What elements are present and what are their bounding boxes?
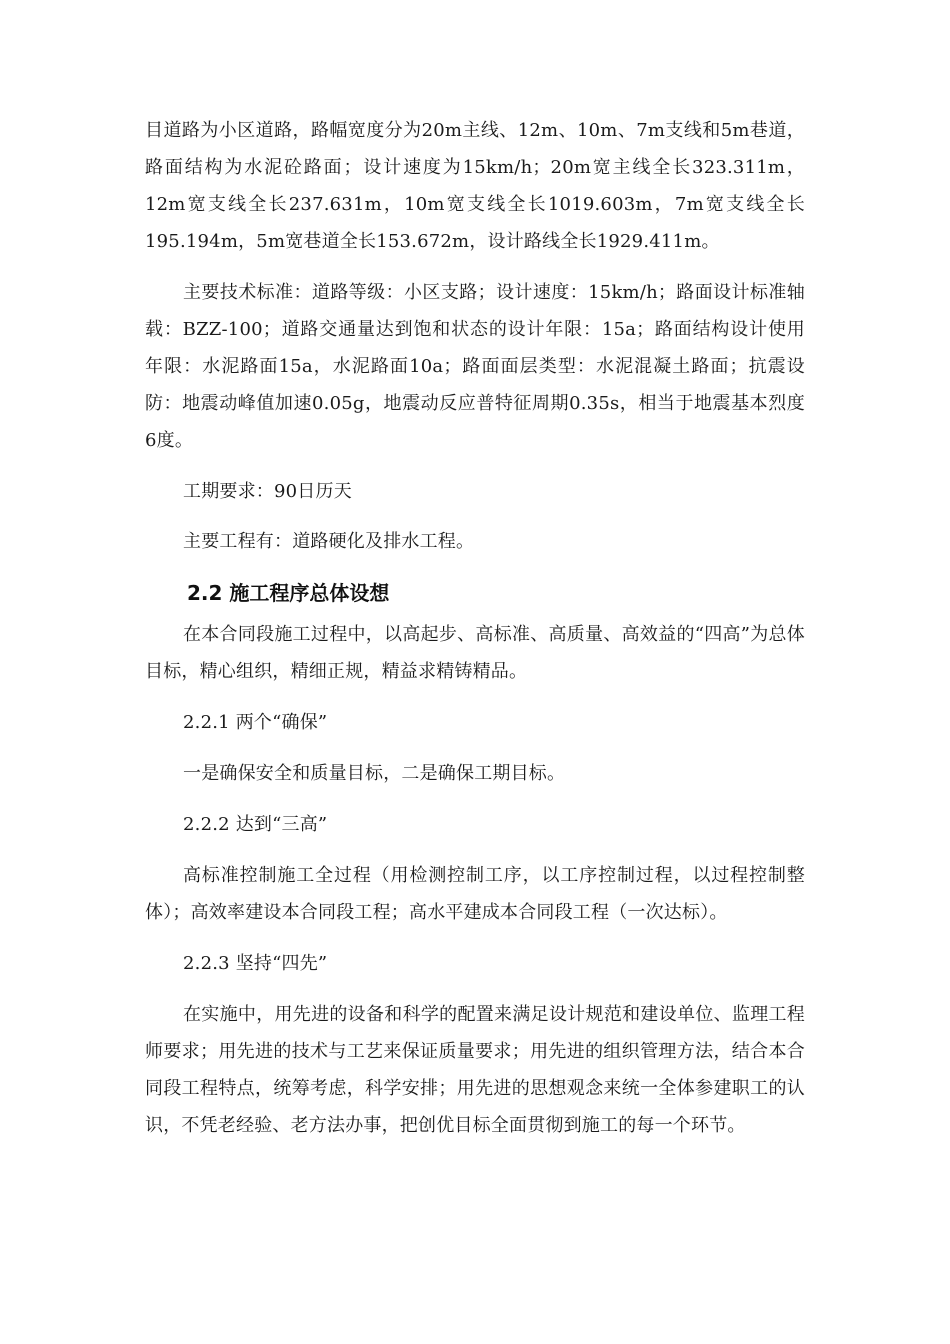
subheading-2-2-3: 2.2.3 坚持“四先” xyxy=(183,953,328,974)
paragraph-two-ensures: 一是确保安全和质量目标，二是确保工期目标。 xyxy=(183,763,566,784)
subheading-2-2-1: 2.2.1 两个“确保” xyxy=(183,712,328,733)
document-page xyxy=(145,112,805,1144)
paragraph-four-advances: 在实施中，用先进的设备和科学的配置来满足设计规范和建设单位、监理工程师要求；用先进的技术与工艺来保证质量要求；用先进的组织管理方法，结合本合同段工程特点，统筹考虑，科学安排；用先进的思想观念来统一全体参建职工的认识，不凭老经验、老方法办事，把创优目标全面贯彻到施工的每一个环节。 xyxy=(145,1004,805,1136)
section-heading-2-2: 2.2 施工程序总体设想 xyxy=(187,581,390,605)
paragraph-road-overview: 目道路为小区道路，路幅宽度分为20m主线、12m、10m、7m支线和5m巷道，路面结构为水泥砼路面；设计速度为15km/h；20m宽主线全长323.311m，12m宽支线全长237.631m，10m宽支线全长1019.603m，7m宽支线全长195.194m，5m宽巷道全长153.672m，设计路线全长1929.411m。 xyxy=(145,120,805,252)
paragraph-main-works: 主要工程有：道路硬化及排水工程。 xyxy=(183,531,475,552)
paragraph-technical-standards: 主要技术标准：道路等级：小区支路；设计速度：15km/h；路面设计标准轴载：BZZ-100；道路交通量达到饱和状态的设计年限：15a；路面结构设计使用年限：水泥路面15a，水泥路面10a；路面面层类型：水泥混凝土路面；抗震设防：地震动峰值加速0.05g，地震动反应普特征周期0.35s，相当于地震基本烈度6度。 xyxy=(145,282,805,451)
paragraph-three-highs: 高标准控制施工全过程（用检测控制工序，以工序控制过程，以过程控制整体）；高效率建设本合同段工程；高水平建成本合同段工程（一次达标）。 xyxy=(145,865,805,923)
paragraph-overall-goal: 在本合同段施工过程中，以高起步、高标准、高质量、高效益的“四高”为总体目标，精心组织，精细正规，精益求精铸精品。 xyxy=(145,624,805,682)
subheading-2-2-2: 2.2.2 达到“三高” xyxy=(183,814,328,835)
paragraph-schedule: 工期要求：90日历天 xyxy=(183,481,352,502)
